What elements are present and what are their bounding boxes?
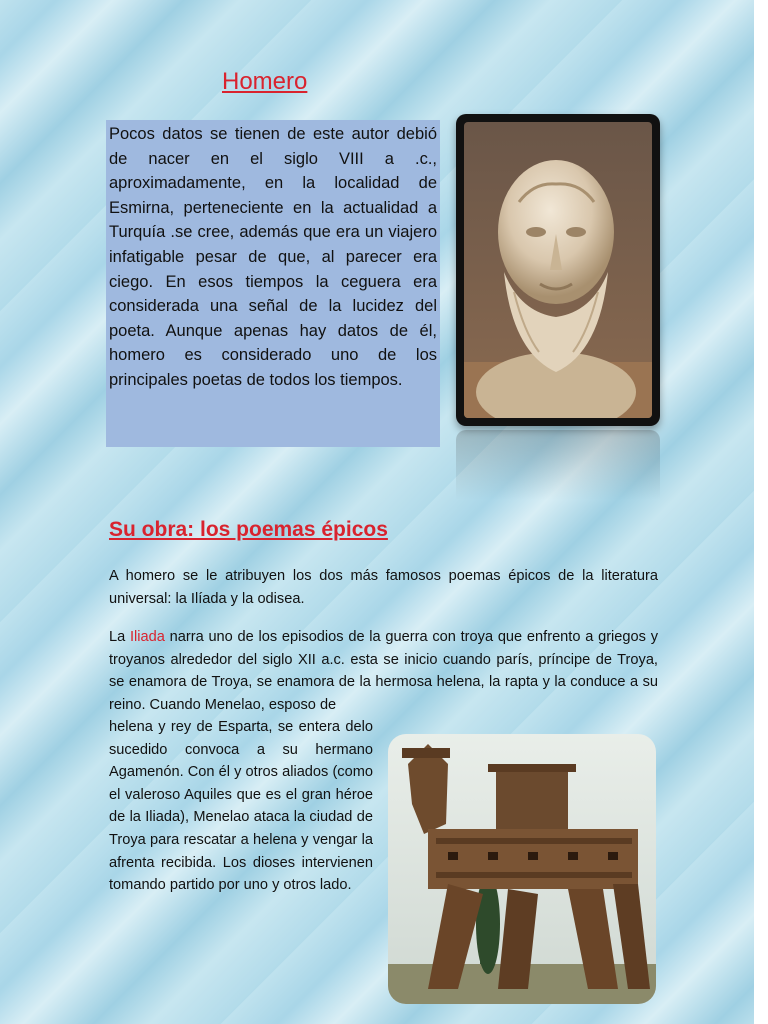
paragraph-menelaus: helena y rey de Esparta, se entera delo sucedido convoca a su hermano Agamenón. Con él y otros aliados (como el valeroso Aquiles que es el gran héroe de la Iliada), Menelao ataca la ciudad de Troya para rescatar a helena y vengar la afrenta recibida. Los dioses intervienen tomando partido por uno y otros lado. bbox=[109, 719, 373, 894]
intro-text: Pocos datos se tienen de este autor debió de nacer en el siglo VIII a .c., aproximadamente, en la localidad de Esmirna, perteneciente en la actualidad a Turquía .se cree, además que era un viajero infatigable pesar de que, al parecer era ciego. En esos tiempos la ceguera era considerada una señal de la lucidez del poeta. Aunque apenas hay datos de él, homero es considerado uno de los principales poetas de todos los tiempos. bbox=[109, 125, 437, 389]
section-title: Su obra: los poemas épicos bbox=[109, 518, 388, 541]
page-edge bbox=[754, 0, 768, 1024]
intro-text-box bbox=[106, 120, 440, 447]
paragraph-iliad bbox=[109, 626, 658, 716]
image-reflection bbox=[456, 430, 660, 500]
paragraph-iliad-text: narra uno de los episodios de la guerra con troya que enfrento a griegos y troyanos alrededor del siglo XII a.c. esta se inicio cuando parís, príncipe de Troya, se enamora de Troya, se enamora de la hermosa helena, la rapta y la conduce a su reino. Cuando Menelao, esposo de bbox=[109, 629, 658, 713]
iliad-highlight: Iliada bbox=[129, 629, 165, 645]
page-title: Homero bbox=[222, 68, 308, 95]
trojan-horse-illustration bbox=[388, 734, 656, 1004]
paragraph-iliad-prefix: La bbox=[109, 629, 130, 645]
paragraph-attribution: A homero se le atribuyen los dos más famosos poemas épicos de la literatura universal: la Ilíada y la odisea. bbox=[109, 568, 658, 607]
trojan-horse-image bbox=[388, 734, 656, 1004]
homer-bust-illustration bbox=[464, 122, 652, 418]
homer-bust-image bbox=[456, 114, 660, 426]
